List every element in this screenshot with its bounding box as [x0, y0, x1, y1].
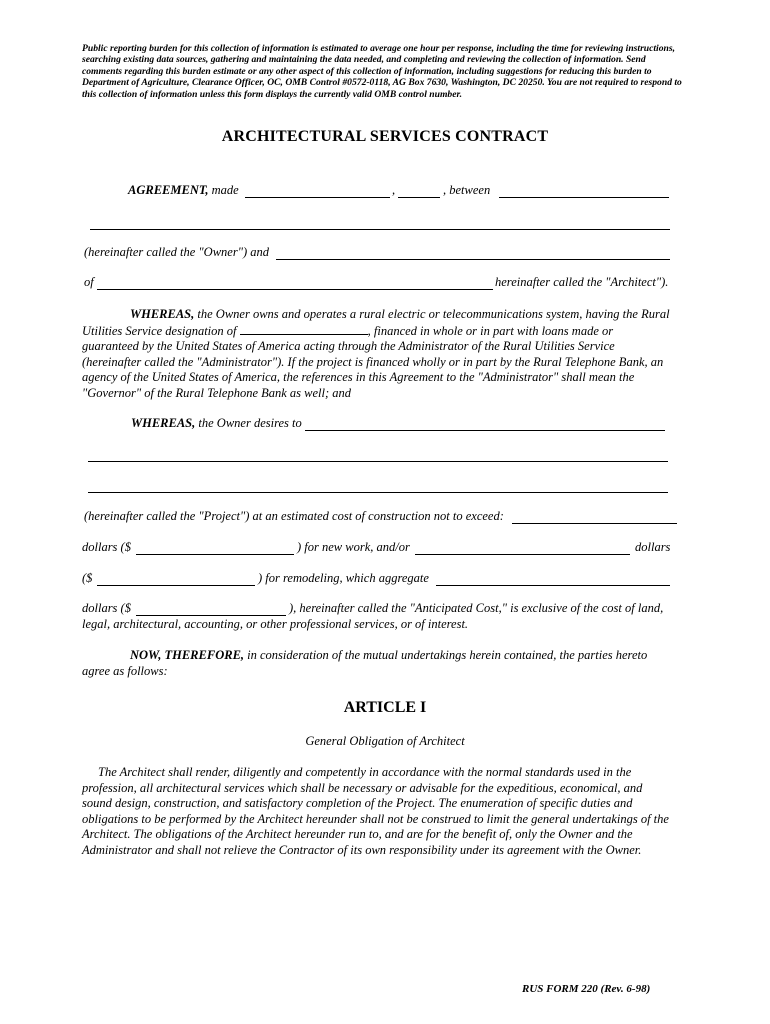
burden-disclaimer: Public reporting burden for this collection of information is estimated to average one hour per response, including the time for reviewing instructions, searching existing data sources, gathering and maintaining the data needed, and completing and reviewing the collection of information. Send comments regarding this burden estimate or any other aspect of this collection of information, including suggestions for reducing this burden to Department of Agriculture, Clearance Officer, OC, OMB Control #0572-0118, AG Box 7630, Washington, DC 20250. You are not required to respond to this collection of information unless this form displays the currently valid OMB control number.: [82, 43, 682, 100]
article-body: The Architect shall render, diligently and competently in accordance with the normal standards used in the profession, all architectural services which shall be necessary or advisable for the expeditious, economical, and sound design, construction, and satisfactory completion of the Project. The enumeration of specific duties and obligations to be performed by the Architect hereunder shall not be construed to limit the general undertakings of the Architect. The obligations of the Architect hereunder run to, and are for the benefit of, only the Owner and the Administrator and shall not relieve the Contractor of its own responsibility under its agreement with the Owner.: [82, 765, 669, 857]
remodel-label: ) for remodeling, which aggregate: [258, 571, 429, 585]
agreement-between: , between: [443, 183, 491, 197]
document-title: ARCHITECTURAL SERVICES CONTRACT: [221, 128, 549, 145]
article-subtitle: General Obligation of Architect: [305, 734, 465, 748]
architect-label: hereinafter called the "Architect").: [495, 275, 669, 289]
anticipated-cost-label: ), hereinafter called the "Anticipated Cost," is exclusive of the cost of land,: [289, 601, 664, 615]
agreement-date-field[interactable]: [245, 197, 390, 198]
form-number: RUS FORM 220 (Rev. 6-98): [522, 983, 651, 995]
agreement-year-field[interactable]: [398, 197, 440, 198]
remodel-amount-field[interactable]: [97, 585, 255, 586]
remodel-words-field[interactable]: [415, 554, 630, 555]
of-label: of: [84, 275, 94, 289]
project-desc-field-1[interactable]: [305, 430, 665, 431]
agreement-party-field[interactable]: [499, 197, 669, 198]
cost-words-field[interactable]: [512, 523, 677, 524]
party-full-line[interactable]: [90, 229, 670, 230]
architect-name-field[interactable]: [276, 259, 670, 260]
dollars-label-1: dollars ($: [82, 540, 131, 554]
anticipated-cost-field[interactable]: [136, 615, 286, 616]
project-desc-field-3[interactable]: [88, 492, 668, 493]
project-desc-field-2[interactable]: [88, 461, 668, 462]
remodel-dollar-sign: ($: [82, 571, 93, 585]
owner-label: (hereinafter called the "Owner") and: [84, 245, 269, 259]
new-work-label: ) for new work, and/or: [297, 540, 410, 554]
dollars-label-2: dollars: [635, 540, 671, 554]
agreement-label: [128, 183, 239, 198]
aggregate-words-field[interactable]: [436, 585, 670, 586]
anticipated-cost-line2: legal, architectural, accounting, or other professional services, or of interest.: [82, 617, 469, 631]
agreement-bold: AGREEMENT,: [128, 183, 209, 197]
rus-designation-field[interactable]: [240, 323, 368, 335]
now-therefore-paragraph: NOW, THEREFORE, in consideration of the mutual undertakings herein contained, the parties hereto agree as follows:: [82, 648, 648, 678]
whereas-desires: WHEREAS, the Owner desires to: [131, 416, 302, 430]
project-cost-label: (hereinafter called the "Project") at an estimated cost of construction not to exceed:: [84, 509, 504, 523]
article-title: ARTICLE I: [343, 699, 427, 716]
architect-address-field[interactable]: [97, 289, 493, 290]
dollars-label-3: dollars ($: [82, 601, 131, 615]
whereas-owner-paragraph: WHEREAS, the Owner owns and operates a rural electric or telecommunications system, having the Rural Utilities Service designation of , financed in whole or in part with loans made or guaranteed by the United States of America acting through the Administrator of the Rural Utilities Service (hereinafter called the "Administrator"). If the project is financed wholly or in part by the Rural Telephone Bank, an agency of the United States of America, the references in this Agreement to the "Administrator" shall mean the "Governor" of the Rural Telephone Bank as well; and: [82, 307, 670, 400]
whereas-bold: WHEREAS,: [130, 307, 195, 321]
agreement-made: made: [208, 183, 239, 197]
agreement-comma: ,: [392, 183, 396, 197]
new-work-amount-field[interactable]: [136, 554, 294, 555]
